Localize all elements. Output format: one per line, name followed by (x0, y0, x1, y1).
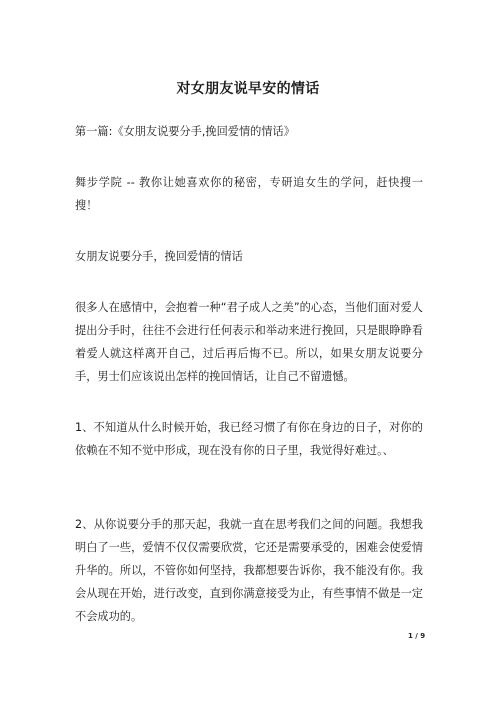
intro-paragraph: 舞步学院 -- 教你让她喜欢你的秘密，专研追女生的学问，赶快搜一搜！ (75, 176, 423, 212)
section-heading: 第一篇:《女朋友说要分手,挽回爱情的情话》 (75, 125, 295, 138)
body-paragraph-1: 很多人在感情中，会抱着一种“君子成人之美”的心态，当他们面对爱人提出分手时，往往不会进行任何表示和举动来进行挽回，只是眼睁睁看着爱人就这样离开自己，过后再后悔不已。所以，如果女朋友说要分手，男士们应该说出怎样的挽回情话，让自己不留遗憾。 (75, 301, 423, 383)
body-paragraph-2: 1、不知道从什么时候开始，我已经习惯了有你在身边的日子，对你的依赖在不知不觉中形成，现在没有你的日子里，我觉得好难过。、 (75, 421, 423, 457)
document-title: 对女朋友说早安的情话 (176, 81, 320, 97)
subheading: 女朋友说要分手，挽回爱情的情话 (75, 250, 243, 263)
page-number: 1 / 9 (408, 632, 426, 640)
body-paragraph-3: 2、从你说要分手的那天起，我就一直在思考我们之间的问题。我想我明白了一些，爱情不仅仅需要欣赏，它还是需要承受的，困难会使爱情升华的。所以，不管你如何坚持，我都想要告诉你，我不能没有你。我会从现在开始，进行改变，直到你满意接受为止，有些事情不做是一定不会成功的。 (75, 518, 423, 623)
